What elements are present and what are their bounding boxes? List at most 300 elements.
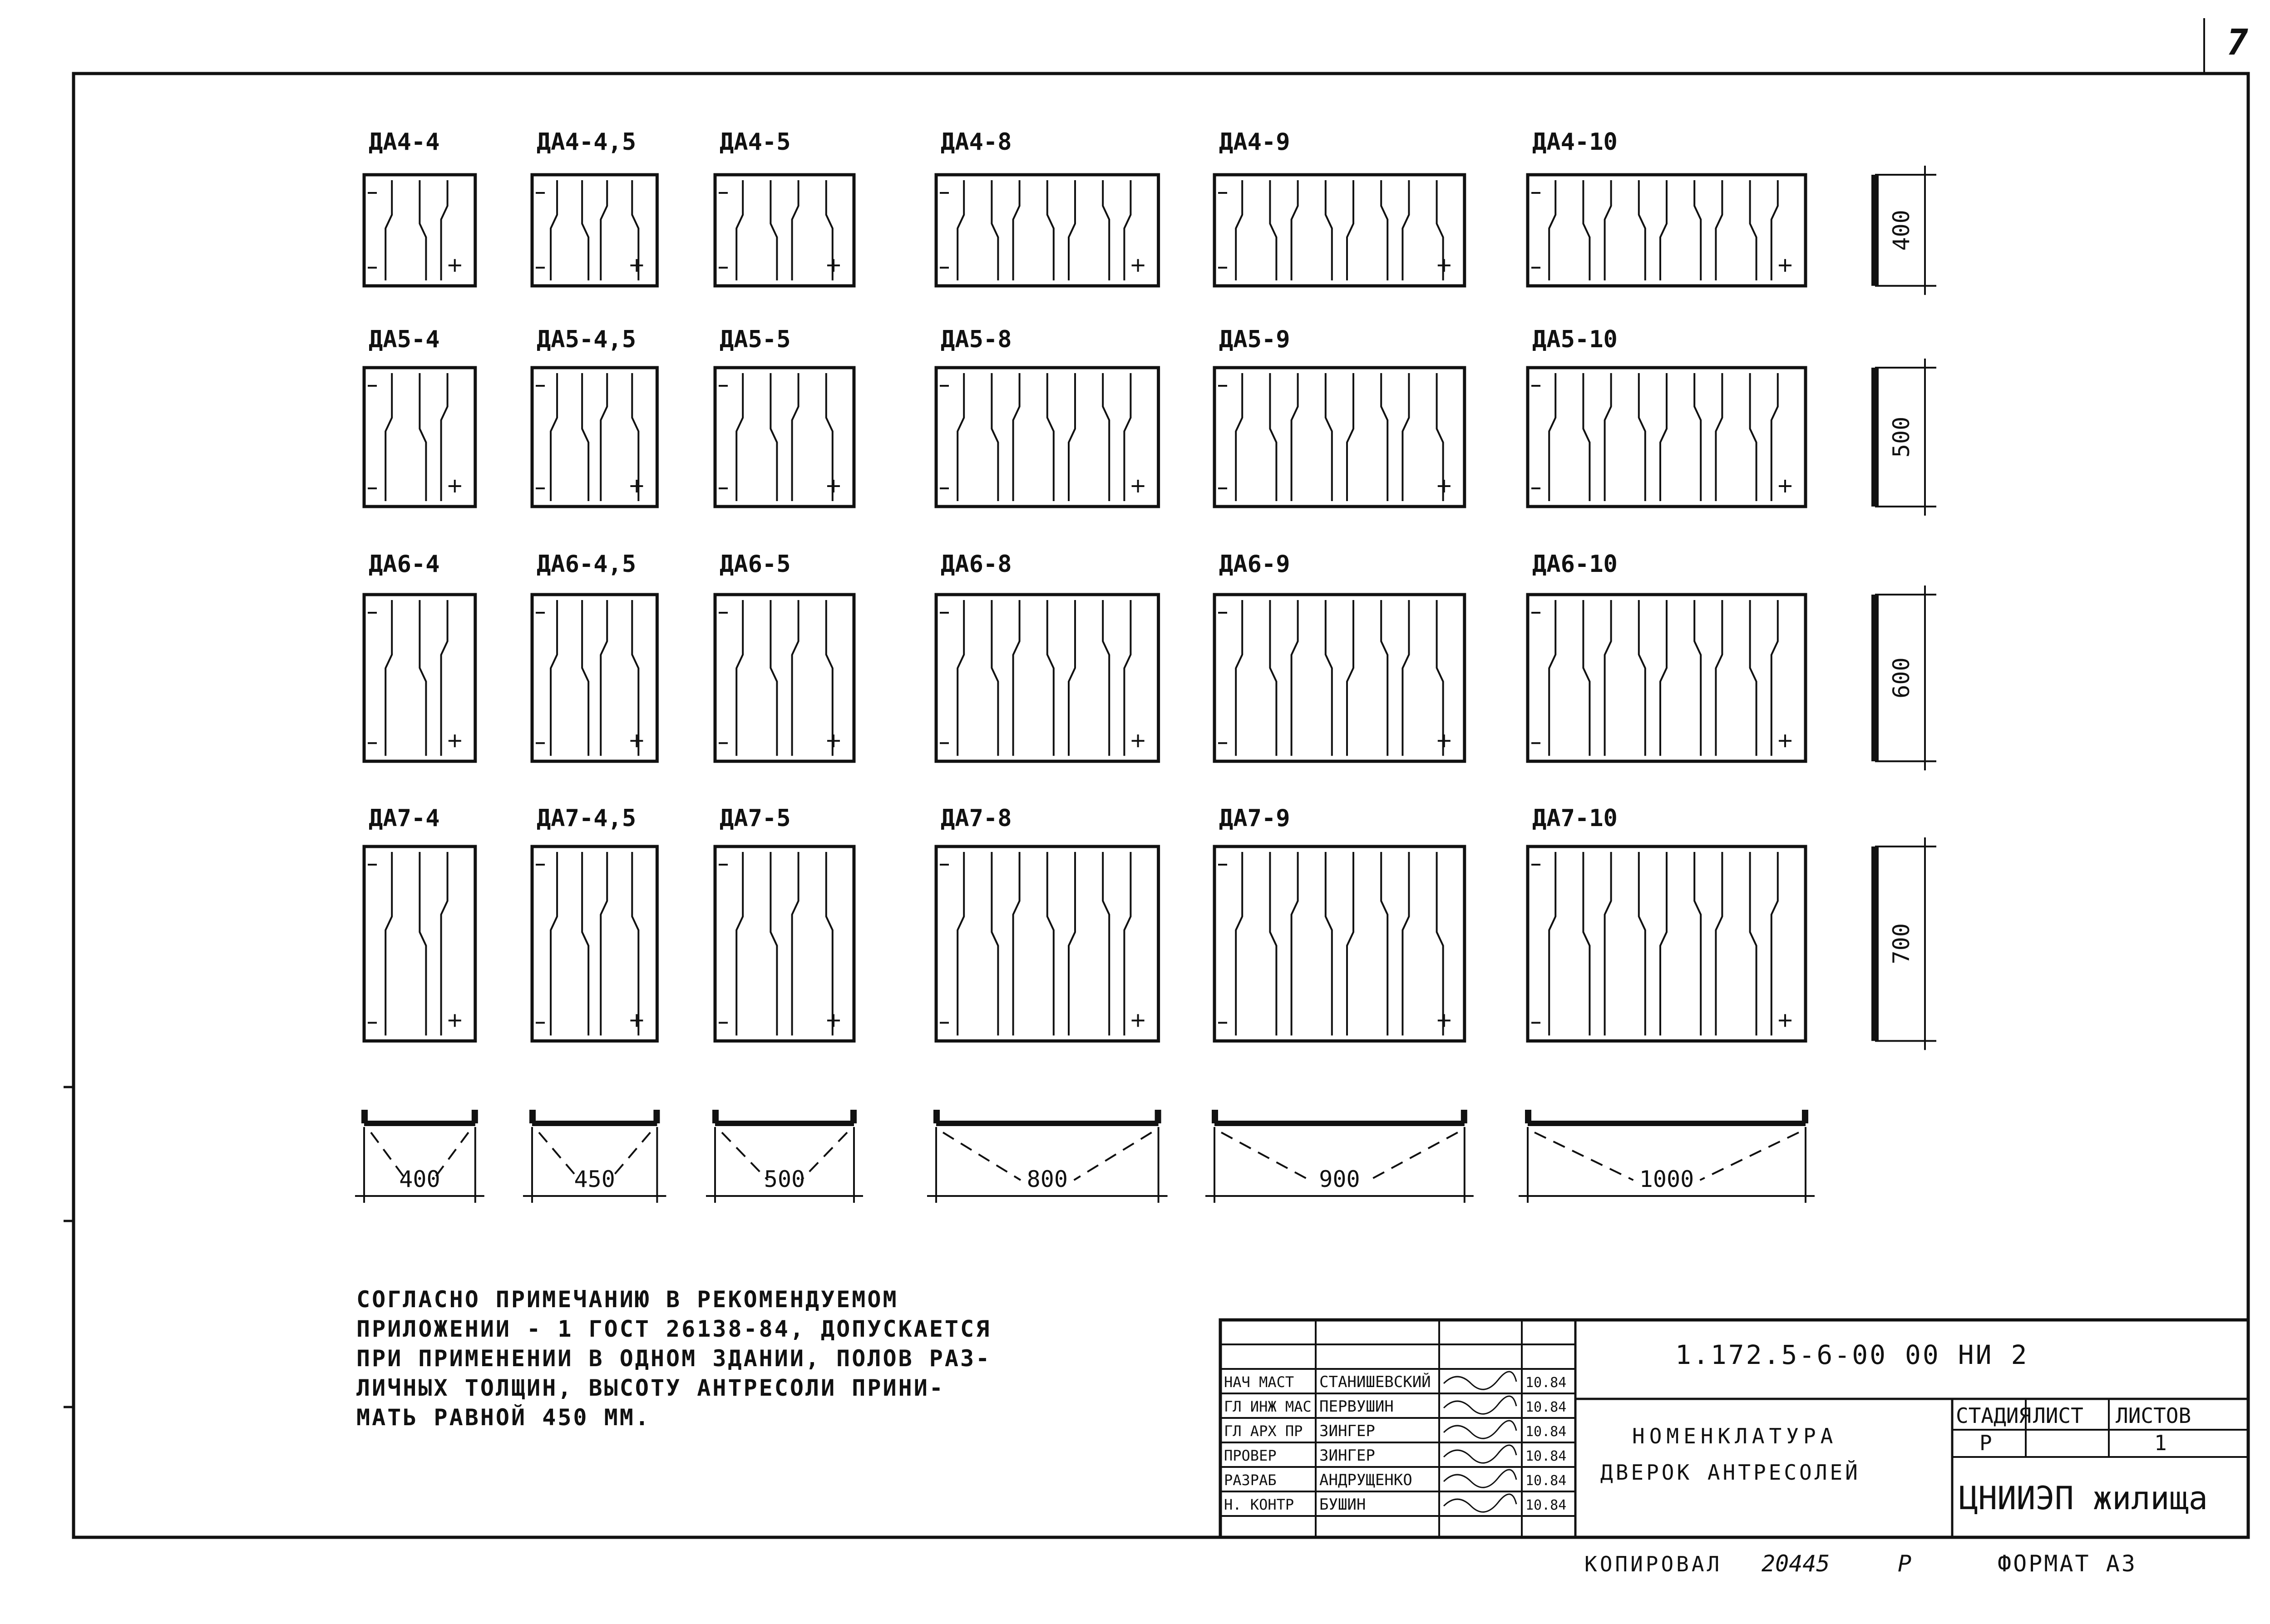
door-board-line: [1013, 373, 1020, 501]
height-dimension: [1875, 837, 1936, 1050]
door-board-line: [792, 600, 799, 756]
door-elevation: [715, 326, 854, 507]
title-line-1: НОМЕНКЛАТУРА: [1632, 1424, 1838, 1448]
signature-name: БУШИН: [1319, 1496, 1366, 1514]
door-board-line: [1437, 852, 1443, 1035]
signature-name: ПЕРВУШИН: [1319, 1398, 1394, 1416]
door-board-line: [632, 852, 638, 1035]
plan-width-label: 450: [574, 1166, 615, 1192]
signature-scribble: [1444, 1421, 1516, 1438]
plan-views: [355, 1110, 1815, 1203]
sheet-header: ЛИСТ: [2033, 1403, 2083, 1428]
door-board-line: [419, 852, 426, 1035]
door-board-line: [385, 373, 392, 501]
door-board-line: [1326, 180, 1332, 281]
door-label: ДА6-4: [369, 551, 440, 578]
signature-role: ПРОВЕР: [1224, 1447, 1277, 1464]
title-line-2: ДВЕРОК АНТРЕСОЛЕЙ: [1600, 1460, 1860, 1485]
door-board-line: [1047, 180, 1054, 281]
door-label: ДА7-4: [369, 805, 440, 832]
signature-name: ЗИНГЕР: [1319, 1447, 1375, 1465]
door-board-line: [1292, 373, 1298, 501]
door-label: ДА7-4,5: [537, 805, 637, 832]
door-elevation: [1214, 805, 1465, 1041]
door-board-line: [1583, 600, 1589, 756]
plan-jamb: [850, 1110, 857, 1123]
door-board-line: [1639, 373, 1645, 501]
door-elevation: [532, 551, 657, 761]
door-board-line: [1069, 180, 1075, 281]
door-board-line: [551, 600, 557, 756]
door-board-line: [385, 180, 392, 281]
door-label: ДА6-8: [941, 551, 1012, 578]
handle-mark: [1132, 734, 1145, 747]
door-board-line: [1549, 852, 1555, 1035]
door-elevation: [715, 551, 854, 761]
door-elevation: [1214, 326, 1465, 507]
door-board-line: [1402, 600, 1409, 756]
door-board-line: [1013, 852, 1020, 1035]
door-board-line: [826, 600, 833, 756]
handle-mark: [1438, 480, 1451, 492]
door-board-line: [1716, 852, 1722, 1035]
door-elevation: [936, 128, 1159, 286]
door-board-line: [1124, 180, 1130, 281]
door-board-line: [1694, 373, 1701, 501]
height-label: 600: [1888, 657, 1915, 699]
plan-jamb: [472, 1110, 478, 1123]
door-board-line: [1069, 373, 1075, 501]
door-board-line: [1694, 180, 1701, 281]
door-board-line: [1013, 600, 1020, 756]
door-label: ДА7-8: [941, 805, 1012, 832]
signature-date: 10.84: [1525, 1497, 1567, 1513]
door-board-line: [1402, 180, 1409, 281]
door-board-line: [419, 600, 426, 756]
signature-date: 10.84: [1525, 1473, 1567, 1489]
door-elevation: [1528, 326, 1806, 507]
handle-mark: [449, 734, 461, 747]
plan-view: [355, 1110, 484, 1203]
door-board-line: [992, 600, 998, 756]
door-board-line: [1124, 373, 1130, 501]
door-board-line: [1605, 600, 1611, 756]
door-elevation: [936, 326, 1159, 507]
door-outline: [1214, 846, 1465, 1041]
door-board-line: [1660, 852, 1667, 1035]
handle-mark: [827, 734, 840, 747]
signature-scribble: [1444, 1470, 1516, 1487]
signature-date: 10.84: [1525, 1375, 1567, 1391]
door-board-line: [441, 852, 448, 1035]
stage-value: Р: [1979, 1431, 1992, 1455]
door-board-line: [1069, 852, 1075, 1035]
swing-line: [1700, 1132, 1799, 1180]
door-board-line: [601, 600, 607, 756]
door-board-line: [1013, 180, 1020, 281]
plan-width-label: 1000: [1639, 1166, 1694, 1192]
handle-mark: [630, 480, 643, 492]
door-board-line: [582, 852, 588, 1035]
door-board-line: [1583, 373, 1589, 501]
swing-line: [539, 1132, 580, 1180]
door-board-line: [1326, 600, 1332, 756]
door-board-line: [1270, 600, 1276, 756]
door-board-line: [792, 373, 799, 501]
door-elevation: [936, 805, 1159, 1041]
door-elevations: [364, 128, 1806, 1041]
door-board-line: [1047, 373, 1054, 501]
door-board-line: [770, 373, 777, 501]
door-board-line: [1381, 373, 1387, 501]
door-board-line: [1236, 180, 1242, 281]
door-board-line: [1236, 600, 1242, 756]
door-board-line: [1270, 180, 1276, 281]
height-label: 700: [1888, 923, 1915, 965]
handle-mark: [630, 259, 643, 272]
door-board-line: [1639, 852, 1645, 1035]
door-board-line: [632, 600, 638, 756]
door-board-line: [1772, 852, 1778, 1035]
door-label: ДА4-4,5: [537, 128, 637, 156]
door-elevation: [364, 128, 475, 286]
door-board-line: [385, 600, 392, 756]
plan-view: [927, 1110, 1168, 1203]
door-label: ДА5-4: [369, 326, 440, 353]
door-board-line: [551, 180, 557, 281]
door-elevation: [532, 326, 657, 507]
door-board-line: [1292, 180, 1298, 281]
note-line: ЛИЧНЫХ ТОЛЩИН, ВЫСОТУ АНТРЕСОЛИ ПРИНИ-: [356, 1375, 945, 1401]
door-board-line: [792, 180, 799, 281]
plan-width-label: 400: [399, 1166, 440, 1192]
handle-mark: [1132, 1014, 1145, 1027]
door-board-line: [1103, 373, 1109, 501]
door-board-line: [1270, 852, 1276, 1035]
signature-role: Н. КОНТР: [1224, 1496, 1294, 1513]
plan-width-label: 800: [1026, 1166, 1068, 1192]
door-elevation: [364, 551, 475, 761]
door-board-line: [1381, 600, 1387, 756]
door-board-line: [1069, 600, 1075, 756]
door-board-line: [1605, 180, 1611, 281]
door-elevation: [532, 128, 657, 286]
handle-mark: [449, 480, 461, 492]
door-board-line: [1583, 852, 1589, 1035]
title-block: [1220, 1320, 2248, 1537]
plan-view: [706, 1110, 863, 1203]
door-label: ДА5-5: [720, 326, 791, 353]
door-board-line: [1549, 373, 1555, 501]
note-line: СОГЛАСНО ПРИМЕЧАНИЮ В РЕКОМЕНДУЕМОМ: [356, 1286, 898, 1313]
plan-jamb: [1212, 1110, 1218, 1123]
door-board-line: [736, 600, 743, 756]
door-label: ДА4-5: [720, 128, 791, 156]
door-board-line: [1292, 600, 1298, 756]
signature-role: ГЛ АРХ ПР: [1224, 1422, 1303, 1440]
door-board-line: [770, 600, 777, 756]
door-board-line: [1583, 180, 1589, 281]
door-board-line: [1750, 600, 1757, 756]
format-label: ФОРМАТ А3: [1998, 1550, 2137, 1577]
door-board-line: [1381, 180, 1387, 281]
swing-line: [801, 1132, 847, 1180]
door-board-line: [419, 180, 426, 281]
plan-view: [1519, 1110, 1815, 1203]
handle-mark: [1132, 259, 1145, 272]
door-board-line: [441, 600, 448, 756]
door-label: ДА5-4,5: [537, 326, 637, 353]
swing-line: [1221, 1132, 1309, 1180]
handle-mark: [1779, 1014, 1791, 1027]
door-board-line: [385, 852, 392, 1035]
plan-jamb: [653, 1110, 660, 1123]
door-board-line: [601, 373, 607, 501]
door-board-line: [1772, 180, 1778, 281]
copy-mark: Р: [1898, 1550, 1912, 1577]
door-board-line: [1750, 852, 1757, 1035]
door-board-line: [770, 180, 777, 281]
door-board-line: [992, 852, 998, 1035]
door-board-line: [826, 852, 833, 1035]
height-label: 400: [1888, 210, 1915, 251]
signature-role: ГЛ ИНЖ МАС: [1224, 1398, 1312, 1415]
door-board-line: [1549, 180, 1555, 281]
plan-width-label: 900: [1319, 1166, 1360, 1192]
door-board-line: [1347, 180, 1353, 281]
handle-mark: [630, 734, 643, 747]
page-number: 7: [2227, 22, 2248, 63]
door-elevation: [1528, 128, 1806, 286]
door-outline: [1214, 175, 1465, 286]
plan-jamb: [933, 1110, 940, 1123]
signature-date: 10.84: [1525, 1424, 1567, 1440]
door-board-line: [736, 852, 743, 1035]
door-board-line: [1326, 852, 1332, 1035]
door-board-line: [1270, 373, 1276, 501]
door-board-line: [1750, 180, 1757, 281]
plan-view: [1205, 1110, 1474, 1203]
door-board-line: [1437, 600, 1443, 756]
door-board-line: [792, 852, 799, 1035]
door-label: ДА6-4,5: [537, 551, 637, 578]
swing-line: [1369, 1132, 1457, 1180]
door-board-line: [441, 373, 448, 501]
door-board-line: [1660, 373, 1667, 501]
door-board-line: [1326, 373, 1332, 501]
handle-mark: [827, 259, 840, 272]
door-label: ДА7-9: [1219, 805, 1290, 832]
signature-date: 10.84: [1525, 1448, 1567, 1464]
door-board-line: [551, 373, 557, 501]
door-board-line: [1660, 600, 1667, 756]
document-code: 1.172.5-6-00 00 НИ 2: [1675, 1339, 2029, 1370]
signature-grid: [1220, 1320, 1575, 1537]
door-elevation: [364, 326, 475, 507]
handle-mark: [1438, 259, 1451, 272]
door-board-line: [957, 180, 964, 281]
handle-mark: [1779, 259, 1791, 272]
door-elevation: [532, 805, 657, 1041]
signature-scribble: [1444, 1494, 1516, 1512]
door-board-line: [582, 180, 588, 281]
copy-label: КОПИРОВАЛ: [1584, 1552, 1722, 1576]
plan-jamb: [1461, 1110, 1467, 1123]
signature-role: РАЗРАБ: [1224, 1471, 1277, 1489]
door-board-line: [1402, 373, 1409, 501]
organization-name: ЦНИИЭП жилища: [1959, 1480, 2208, 1517]
door-board-line: [1549, 600, 1555, 756]
door-board-line: [1103, 600, 1109, 756]
sheets-value: 1: [2154, 1431, 2167, 1455]
door-board-line: [1716, 180, 1722, 281]
plan-jamb: [529, 1110, 536, 1123]
door-board-line: [1639, 180, 1645, 281]
door-board-line: [1124, 852, 1130, 1035]
door-board-line: [1047, 600, 1054, 756]
door-board-line: [1694, 600, 1701, 756]
handle-mark: [1779, 734, 1791, 747]
handle-mark: [1438, 734, 1451, 747]
door-label: ДА7-5: [720, 805, 791, 832]
swing-line: [943, 1132, 1021, 1180]
door-board-line: [582, 373, 588, 501]
height-dimension: [1875, 359, 1936, 516]
signature-name: СТАНИШЕВСКИЙ: [1319, 1373, 1431, 1391]
door-board-line: [1047, 852, 1054, 1035]
height-label: 500: [1888, 416, 1915, 458]
signature-name: ЗИНГЕР: [1319, 1422, 1375, 1440]
door-label: ДА5-10: [1532, 326, 1618, 353]
door-board-line: [601, 180, 607, 281]
plan-jamb: [712, 1110, 719, 1123]
handle-mark: [449, 259, 461, 272]
door-board-line: [1236, 373, 1242, 501]
handle-mark: [827, 480, 840, 492]
door-board-line: [1660, 180, 1667, 281]
door-board-line: [1716, 373, 1722, 501]
door-label: ДА4-4: [369, 128, 440, 156]
plan-view: [523, 1110, 666, 1203]
swing-line: [610, 1132, 651, 1180]
door-board-line: [1772, 373, 1778, 501]
handle-mark: [827, 1014, 840, 1027]
copy-number: 20445: [1762, 1550, 1830, 1577]
door-board-line: [601, 852, 607, 1035]
door-elevation: [1214, 128, 1465, 286]
door-label: ДА6-9: [1219, 551, 1290, 578]
door-board-line: [736, 180, 743, 281]
height-dimension: [1875, 586, 1936, 770]
sheets-header: ЛИСТОВ: [2116, 1403, 2191, 1428]
door-label: ДА6-10: [1532, 551, 1618, 578]
door-board-line: [1347, 852, 1353, 1035]
door-board-line: [1381, 852, 1387, 1035]
door-board-line: [419, 373, 426, 501]
height-dimensions: [1875, 166, 1936, 1050]
door-label: ДА6-5: [720, 551, 791, 578]
plan-jamb: [1802, 1110, 1808, 1123]
door-outline: [1214, 368, 1465, 507]
door-elevation: [1214, 551, 1465, 761]
note-block: [356, 1286, 991, 1431]
height-dimension: [1875, 166, 1936, 295]
door-board-line: [1236, 852, 1242, 1035]
door-board-line: [957, 373, 964, 501]
door-board-line: [441, 180, 448, 281]
door-board-line: [1103, 180, 1109, 281]
handle-mark: [1779, 480, 1791, 492]
door-label: ДА7-10: [1532, 805, 1618, 832]
door-outline: [1214, 595, 1465, 761]
handle-mark: [1438, 1014, 1451, 1027]
door-board-line: [1402, 852, 1409, 1035]
door-board-line: [1694, 852, 1701, 1035]
signature-date: 10.84: [1525, 1399, 1567, 1415]
door-elevation: [715, 128, 854, 286]
signature-scribble: [1444, 1445, 1516, 1463]
door-board-line: [1103, 852, 1109, 1035]
stage-header: СТАДИЯ: [1956, 1403, 2032, 1428]
handle-mark: [630, 1014, 643, 1027]
door-elevation: [1528, 551, 1806, 761]
swing-line: [1074, 1132, 1152, 1180]
door-board-line: [1605, 852, 1611, 1035]
signature-scribble: [1444, 1396, 1516, 1414]
door-board-line: [1437, 373, 1443, 501]
door-board-line: [1347, 373, 1353, 501]
note-line: ПРИЛОЖЕНИИ - 1 ГОСТ 26138-84, ДОПУСКАЕТСЯ: [356, 1316, 992, 1342]
door-board-line: [992, 373, 998, 501]
door-board-line: [957, 852, 964, 1035]
door-board-line: [1347, 600, 1353, 756]
door-elevation: [364, 805, 475, 1041]
plan-jamb: [361, 1110, 368, 1123]
signature-role: НАЧ МАСТ: [1224, 1373, 1294, 1391]
door-board-line: [736, 373, 743, 501]
door-label: ДА4-8: [941, 128, 1012, 156]
door-label: ДА4-10: [1532, 128, 1618, 156]
door-board-line: [1605, 373, 1611, 501]
plan-jamb: [1525, 1110, 1531, 1123]
door-board-line: [1716, 600, 1722, 756]
door-elevation: [715, 805, 854, 1041]
door-board-line: [551, 852, 557, 1035]
door-board-line: [582, 600, 588, 756]
door-board-line: [1124, 600, 1130, 756]
door-elevation: [936, 551, 1159, 761]
swing-line: [1535, 1132, 1633, 1180]
door-board-line: [1750, 373, 1757, 501]
door-elevation: [1528, 805, 1806, 1041]
swing-line: [722, 1132, 768, 1180]
note-line: ПРИ ПРИМЕНЕНИИ В ОДНОМ ЗДАНИИ, ПОЛОВ РАЗ-: [356, 1345, 992, 1372]
plan-width-label: 500: [764, 1166, 805, 1192]
door-board-line: [1639, 600, 1645, 756]
plan-jamb: [1155, 1110, 1161, 1123]
signature-name: АНДРУЩЕНКО: [1319, 1471, 1412, 1489]
door-label: ДА5-8: [941, 326, 1012, 353]
door-board-line: [1772, 600, 1778, 756]
door-board-line: [770, 852, 777, 1035]
note-line: МАТЬ РАВНОЙ 450 ММ.: [356, 1404, 651, 1431]
door-label: ДА5-9: [1219, 326, 1290, 353]
handle-mark: [1132, 480, 1145, 492]
door-board-line: [1292, 852, 1298, 1035]
door-board-line: [826, 373, 833, 501]
door-label: ДА4-9: [1219, 128, 1290, 156]
handle-mark: [449, 1014, 461, 1027]
